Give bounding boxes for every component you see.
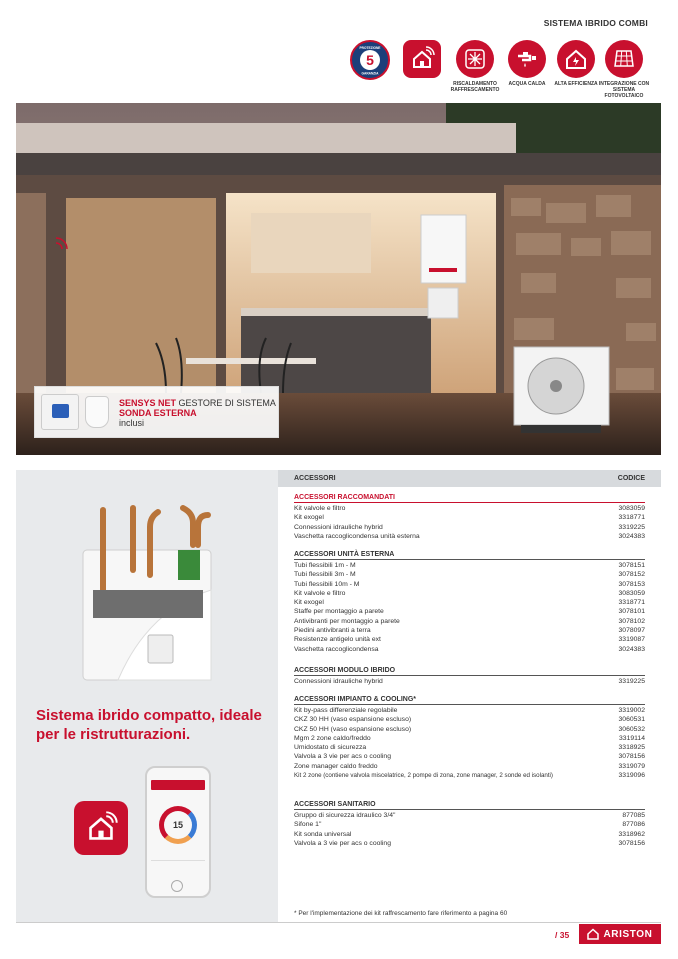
table-row: Antivibranti per montaggio a parete 3078102	[294, 617, 645, 625]
footnote: * Per l'implementazione dei kit raffrescamento fare riferimento a pagina 60	[294, 910, 508, 917]
feature-label: RISCALDAMENTO RAFFRESCAMENTO	[450, 81, 500, 93]
table-row: Sifone 1" 877086	[294, 821, 645, 829]
app-temperature-value: 15	[172, 820, 183, 830]
page-title: SISTEMA IBRIDO COMBI	[543, 18, 648, 28]
table-row: Resistenze antigelo unità ext 3319087	[294, 636, 645, 644]
ariston-logo	[579, 924, 661, 944]
sensys-thermostat-device	[41, 394, 79, 430]
section-title: ACCESSORI UNITÀ ESTERNA	[294, 551, 645, 560]
sensys-name: SENSYS NET	[119, 398, 177, 408]
feature-smart-home	[394, 40, 450, 78]
feature-photovoltaic	[596, 40, 652, 99]
table-row: Tubi flessibili 10m - M 3078153	[294, 580, 645, 588]
feature-heating-cooling	[447, 40, 503, 93]
table-row: Vaschetta raccoglicondensa unità esterna 3024383	[294, 532, 645, 540]
table-row: Gruppo di sicurezza idraulico 3/4" 877085	[294, 812, 645, 819]
table-row: Piedini antivibranti a terra 3078097	[294, 627, 645, 635]
table-row: Kit by-pass differenziale regolabile 3319002	[294, 707, 645, 714]
table-row: CKZ 30 HH (vaso espansione escluso) 3060531	[294, 716, 645, 724]
external-probe-label: SONDA ESTERNA	[119, 408, 197, 418]
warranty-ring-top-text: PROTEZIONE	[359, 46, 381, 51]
table-row: Vaschetta raccoglicondensa 3024383	[294, 645, 645, 653]
feature-label: INTEGRAZIONE CON SISTEMA FOTOVOLTAICO	[598, 81, 650, 99]
table-row: Kit valvole e filtro 3083059	[294, 505, 645, 512]
smart-home-wifi-icon	[403, 40, 441, 78]
feature-icons-row	[350, 40, 650, 100]
section-hybrid-module	[294, 667, 645, 686]
table-row: Mgm 2 zone caldo/freddo 3319114	[294, 734, 645, 742]
solar-panel-icon	[605, 40, 643, 78]
warranty-5-years-badge-icon	[350, 40, 390, 80]
table-row: Valvola a 3 vie per acs o cooling 3078156	[294, 753, 645, 761]
table-row: Tubi flessibili 3m - M 3078152	[294, 571, 645, 579]
feature-label: ACQUA CALDA	[508, 81, 546, 87]
feature-label: ALTA EFFICIENZA	[554, 81, 598, 87]
section-title: ACCESSORI MODULO IBRIDO	[294, 667, 645, 676]
table-row: Zone manager caldo freddo 3319079	[294, 762, 645, 770]
section-plant-cooling	[294, 696, 645, 780]
smartphone-app-mockup	[145, 766, 211, 898]
table-row: Umidostato di sicurezza 3318925	[294, 744, 645, 752]
section-sanitary	[294, 801, 645, 848]
section-external-unit	[294, 551, 645, 654]
table-row: Kit valvole e filtro 3083059	[294, 589, 645, 597]
sensys-caption	[119, 398, 276, 428]
page-number: / 35	[555, 930, 570, 940]
column-header-accessories: ACCESSORI	[294, 475, 336, 482]
table-row: Connessioni idrauliche hybrid 3319225	[294, 678, 645, 685]
warranty-years: 5	[360, 50, 380, 70]
table-row: CKZ 50 HH (vaso espansione escluso) 3060532	[294, 725, 645, 733]
sensys-description: GESTORE DI SISTEMA	[176, 398, 276, 408]
table-row: Kit exogel 3318771	[294, 514, 645, 522]
product-panel	[16, 470, 278, 922]
smart-home-app-icon	[74, 801, 128, 855]
ariston-house-icon	[587, 928, 599, 940]
external-probe-device	[85, 396, 109, 428]
warranty-ring-bottom-text: GARANZIA	[361, 71, 379, 76]
table-row: Tubi flessibili 1m - M 3078151	[294, 562, 645, 569]
table-row: Staffe per montaggio a parete 3078101	[294, 608, 645, 616]
heating-cooling-icon	[456, 40, 494, 78]
sensys-net-callout	[34, 386, 279, 438]
footer-divider	[16, 922, 661, 923]
table-row: Kit exogel 3318771	[294, 599, 645, 607]
high-efficiency-house-icon	[557, 40, 595, 78]
product-tagline: Sistema ibrido compatto, ideale per le ristrutturazioni.	[36, 707, 262, 743]
brand-name: ARISTON	[603, 928, 653, 940]
section-title: ACCESSORI SANITARIO	[294, 801, 645, 810]
accessories-table	[278, 470, 661, 922]
table-row: Kit sonda universal 3318962	[294, 830, 645, 838]
section-recommended	[294, 494, 645, 541]
section-title: ACCESSORI IMPIANTO & COOLING*	[294, 696, 645, 705]
table-row: Kit 2 zone (contiene valvola miscelatrice, 2 pompe di zona, zone manager, 2 sonde ed isolanti) 3319096	[294, 772, 645, 780]
feature-hot-water	[499, 40, 555, 87]
table-row: Valvola a 3 vie per acs o cooling 3078156	[294, 839, 645, 847]
section-title: ACCESSORI RACCOMANDATI	[294, 494, 645, 503]
included-label: inclusi	[119, 418, 145, 428]
table-header	[278, 470, 661, 487]
column-header-code: CODICE	[617, 475, 645, 482]
table-row: Connessioni idrauliche hybrid 3319225	[294, 523, 645, 531]
hot-water-tap-icon	[508, 40, 546, 78]
hybrid-module-image	[78, 500, 218, 685]
